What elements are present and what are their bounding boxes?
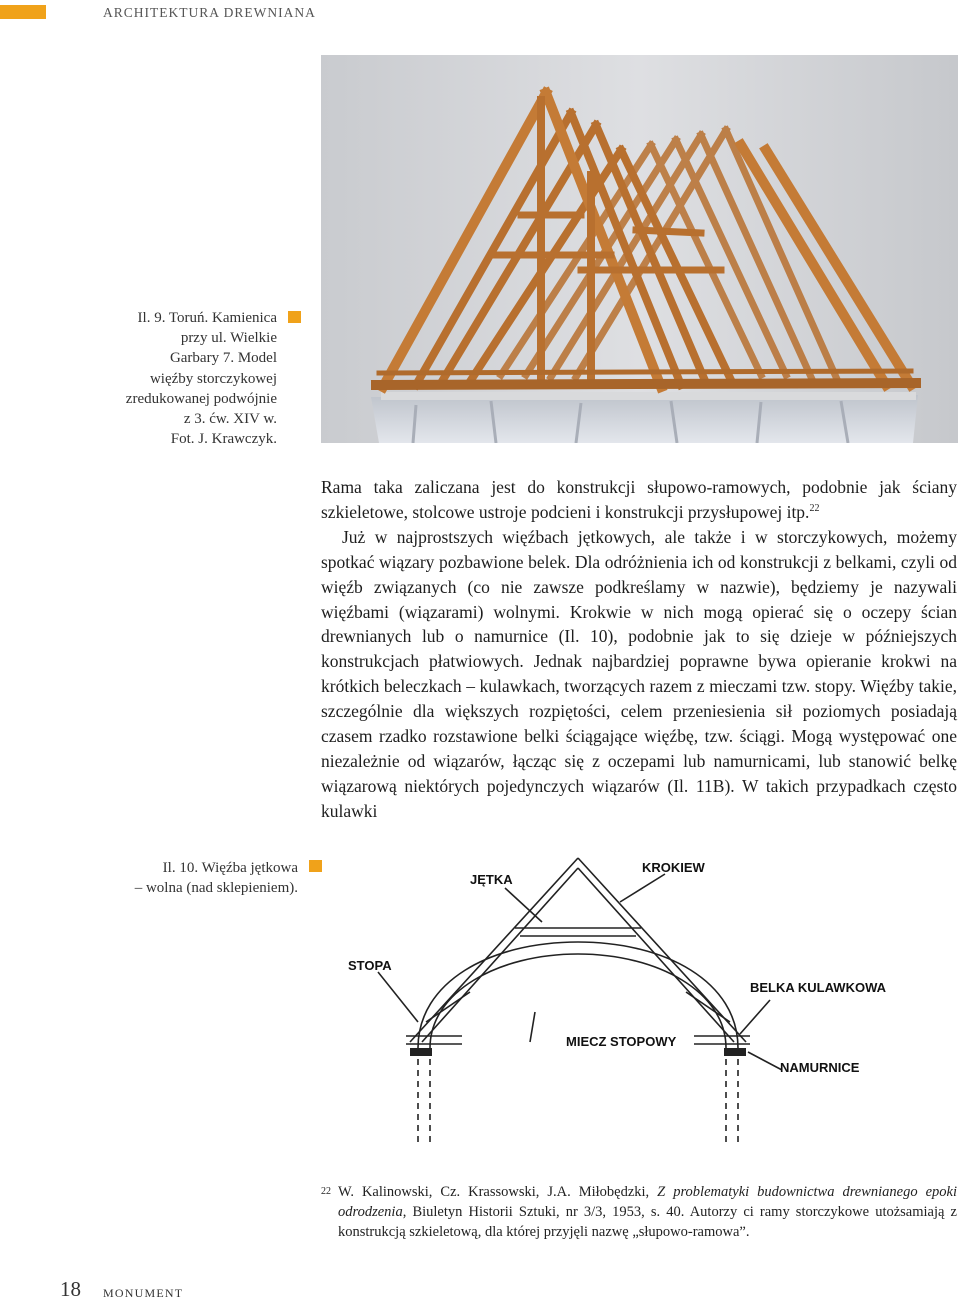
header-accent-square [0,5,46,19]
caption-line: przy ul. Wielkie [180,330,277,347]
journal-name: MONUMENT [103,1286,184,1300]
caption-line: – wolna (nad sklepieniem). [134,880,298,897]
caption-line: zredukowanej podwójnie [125,390,277,407]
roof-truss-model-photo [321,55,958,443]
caption-accent-square [288,311,301,323]
figure-10-caption [38,858,298,898]
figure-9-caption [77,308,277,449]
footnote [321,1182,957,1242]
body-text [321,475,957,824]
footnote-rest: , Biuletyn Historii Sztuki, nr 3/3, 1953, s. 40. Autorzy ci ramy storczykowe utożsamiają z konstrukcją szkieletową, dla której przyjęli nazwę „słupowo-ramowa”. [338,1204,957,1240]
footnote-number: 22 [321,1186,331,1197]
footnote-reference: 22 [809,502,820,514]
label-belka-kulawkowa: BELKA KULAWKOWA [750,980,887,995]
running-title: ARCHITEKTURA DREWNIANA [103,5,316,20]
footnote-authors: W. Kalinowski, Cz. Krassowski, J.A. Miłobędzki, [338,1184,658,1200]
footnote-title: Z problematyki budownictwa drewnianego epoki odrodzenia [338,1184,957,1220]
label-krokiew: KROKIEW [642,860,705,875]
caption-line: Fot. J. Krawczyk. [170,431,277,448]
caption-line: Il. 9. Toruń. Kamienica [137,310,277,326]
label-stopa: STOPA [348,958,392,973]
caption-accent-square [309,860,322,872]
footnote-text [338,1182,957,1242]
paragraph-text: Rama taka zaliczana jest do konstrukcji słupowo-ramowych, podobnie jak ściany szkieletowe, stolcowe ustroje podcieni i konstrukcji przysłupowej itp. [321,477,957,522]
caption-line: więźby storczykowej [149,370,277,387]
caption-line: Il. 10. Więźba jętkowa [162,860,298,876]
label-jetka: JĘTKA [470,872,513,887]
label-namurnice: NAMURNICE [780,1060,860,1075]
paragraph: Już w najprostszych więźbach jętkowych, ale także i w storczykowych, możemy spotkać wiązary pozbawione belek. Dla odróżnienia ich od konstrukcji z belkami, czyli od więźb związanych (co nie zawsze podkreślamy w nazwie), będziemy je nazywali więźbami (wiązarami) wolnymi. Krokwie w nich mogą opierać się o oczepy ścian drewnianych lub o namurnice (Il. 10), podobnie jak to się dzieje w późniejszych konstrukcjach płatwiowych. Jednak najbardziej poprawne bywa opieranie krokwi na krótkich beleczkach – kulawkach, tworzących razem z mieczami tzw. stopy. Więźby takie, szczególnie dla większych rozpiętości, celem przeniesienia sił poziomych posiadają czasem rzadko rozstawione belki ściągające więźbę, tzw. ściągi. Mogą występować one niezależnie od wiązarów, łącząc się z oczepami lub namurnicami, lub stanowić belkę wiązarową niektórych pojedynczych wiązarów (Il. 11B). W takich przypadkach często kulawki [321,526,957,821]
caption-line: Garbary 7. Model [169,350,277,367]
caption-line: z 3. ćw. XIV w. [183,411,277,428]
collar-truss-diagram [330,852,928,1144]
label-miecz-stopowy: MIECZ STOPOWY [566,1034,677,1049]
page-number: 18 [60,1277,81,1301]
paragraph [321,475,957,525]
